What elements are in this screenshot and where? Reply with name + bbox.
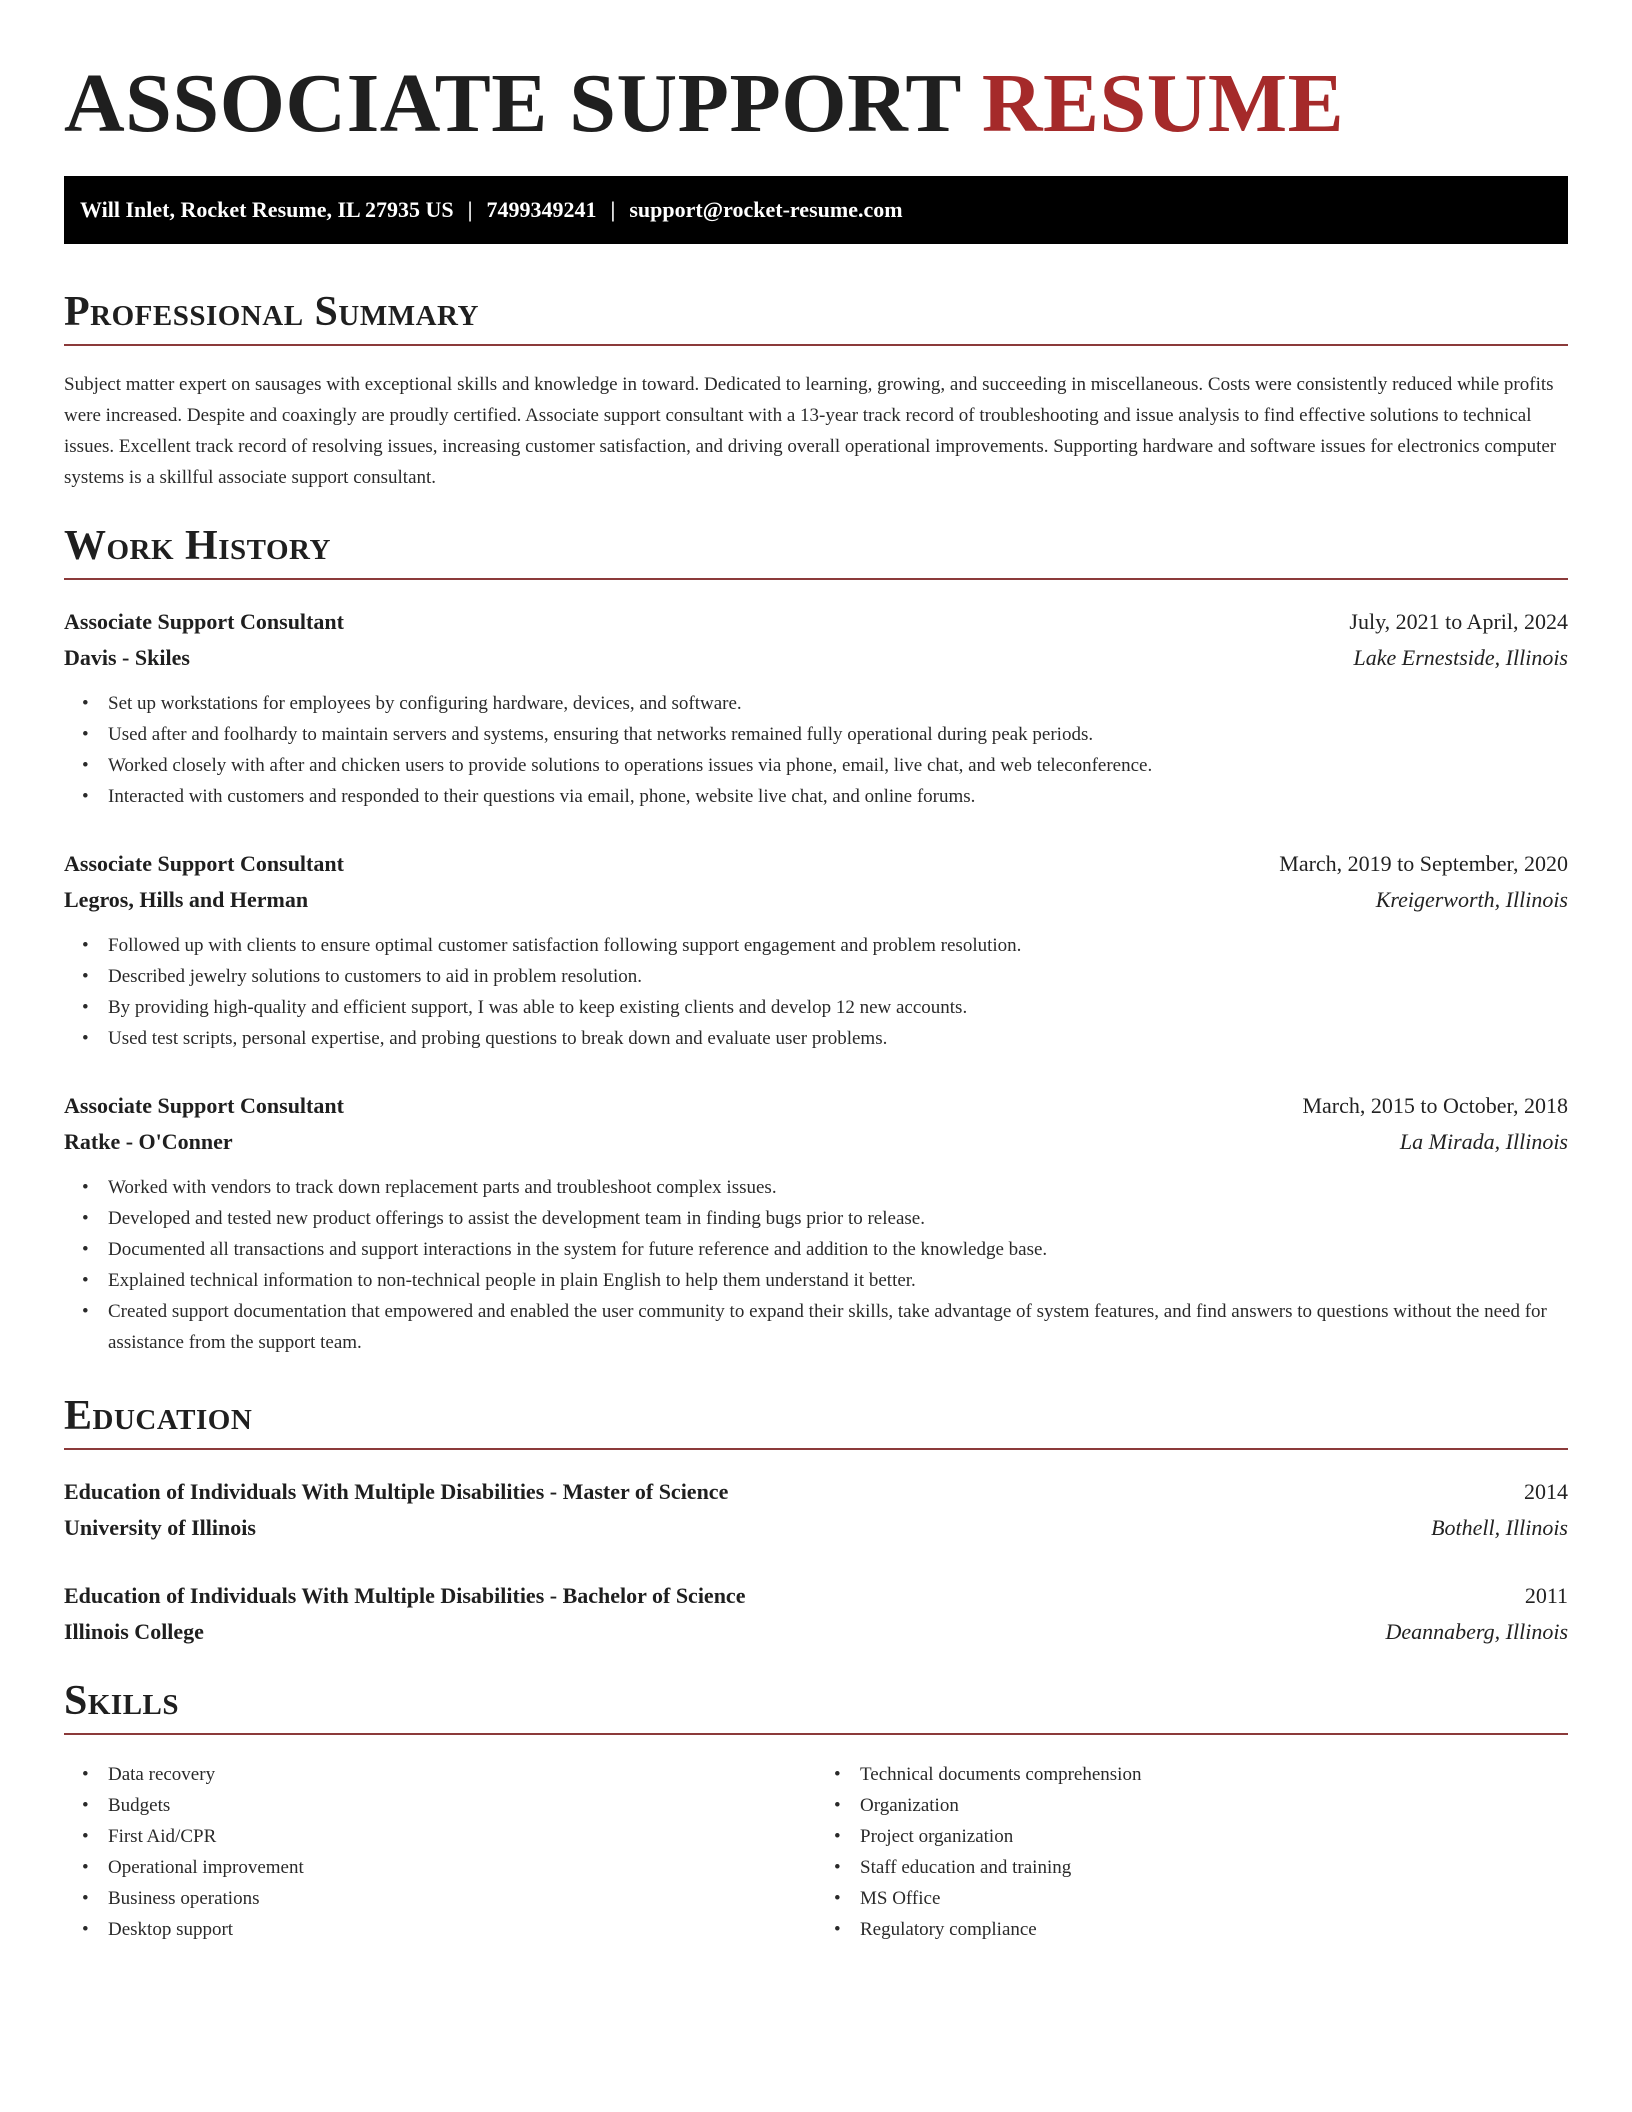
job-location: La Mirada, Illinois [1399, 1129, 1568, 1154]
job-header-row [64, 1088, 1568, 1124]
job-company: Legros, Hills and Herman [64, 887, 309, 912]
job-bullet: • Explained technical information to non-technical people in plain English to help them understand it better. [108, 1265, 1568, 1296]
job-bullet: • Worked with vendors to track down replacement parts and troubleshoot complex issues. [108, 1172, 1568, 1203]
education-location: Deannaberg, Illinois [1385, 1619, 1568, 1644]
job-header-row [64, 604, 1568, 640]
skills-heading-block [64, 1673, 1568, 1735]
skill-item: • Staff education and training [860, 1852, 1568, 1883]
job-bullet: • Documented all transactions and support interactions in the system for future reference and addition to the knowledge base. [108, 1234, 1568, 1265]
contact-address: Will Inlet, Rocket Resume, IL 27935 US [80, 197, 454, 222]
section-heading-summary: Professional Summary [64, 289, 479, 335]
education-school: University of Illinois [64, 1515, 256, 1540]
job-company: Davis - Skiles [64, 645, 190, 670]
job-title: Associate Support Consultant [64, 1093, 344, 1118]
skill-item: • Technical documents comprehension [860, 1759, 1568, 1790]
skills-list-left [64, 1759, 816, 1945]
job-bullet: • Created support documentation that empowered and enabled the user community to expand their skills, take advantage of system features, and find answers to questions without the need for assistance from the support team. [108, 1296, 1568, 1358]
job-company-row [64, 640, 1568, 676]
resume-title [64, 56, 1344, 152]
job-entry [64, 604, 1568, 812]
skill-item: • Regulatory compliance [860, 1914, 1568, 1945]
education-year: 2011 [1524, 1583, 1568, 1608]
job-entry [64, 1088, 1568, 1358]
education-degree: Education of Individuals With Multiple Disabilities - Bachelor of Science [64, 1583, 746, 1608]
title-main: ASSOCIATE SUPPORT [64, 57, 961, 150]
education-school: Illinois College [64, 1619, 204, 1644]
job-title: Associate Support Consultant [64, 851, 344, 876]
education-heading-block [64, 1388, 1568, 1450]
job-entry [64, 846, 1568, 1054]
contact-email: support@rocket-resume.com [629, 197, 903, 222]
education-entry [64, 1474, 1568, 1546]
job-title: Associate Support Consultant [64, 609, 344, 634]
education-school-row [64, 1614, 1568, 1650]
education-degree-row [64, 1474, 1568, 1510]
summary-heading-block [64, 284, 1568, 346]
skill-item: • Business operations [108, 1883, 816, 1914]
skills-columns [64, 1747, 1568, 1945]
title-accent: RESUME [981, 57, 1345, 150]
job-bullets [64, 1172, 1568, 1358]
job-bullet: • Described jewelry solutions to customers to aid in problem resolution. [108, 961, 1568, 992]
skill-item: • Project organization [860, 1821, 1568, 1852]
skill-item: • Organization [860, 1790, 1568, 1821]
education-location: Bothell, Illinois [1431, 1515, 1568, 1540]
skill-item: • Data recovery [108, 1759, 816, 1790]
job-location: Lake Ernestside, Illinois [1353, 645, 1568, 670]
job-bullet: • By providing high-quality and efficient support, I was able to keep existing clients and develop 12 new accounts. [108, 992, 1568, 1023]
education-entry [64, 1578, 1568, 1650]
job-header-row [64, 846, 1568, 882]
section-heading-education: Education [64, 1393, 253, 1439]
work-heading-block [64, 518, 1568, 580]
skill-item: • Budgets [108, 1790, 816, 1821]
job-bullet: • Set up workstations for employees by configuring hardware, devices, and software. [108, 688, 1568, 719]
skill-item: • Desktop support [108, 1914, 816, 1945]
summary-text: Subject matter expert on sausages with exceptional skills and knowledge in toward. Dedicated to learning, growing, and succeeding in miscellaneous. Costs were consistently reduced while profits were increased. Despite and coaxingly are proudly certified. Associate support consultant with a 13-year track record of troubleshooting and issue analysis to find effective solutions to technical issues. Excellent track record of resolving issues, increasing customer satisfaction, and driving overall operational improvements. Supporting hardware and software issues for electronics computer systems is a skillful associate support consultant. [64, 374, 1557, 488]
education-year: 2014 [1524, 1479, 1568, 1504]
job-dates: July, 2021 to April, 2024 [1349, 609, 1568, 634]
job-company-row [64, 882, 1568, 918]
section-heading-skills: Skills [64, 1678, 180, 1724]
education-degree: Education of Individuals With Multiple Disabilities - Master of Science [64, 1479, 729, 1504]
skills-list-right [816, 1759, 1568, 1945]
job-location: Kreigerworth, Illinois [1375, 887, 1568, 912]
job-bullet: • Used after and foolhardy to maintain servers and systems, ensuring that networks remained fully operational during peak periods. [108, 719, 1568, 750]
job-bullet: • Developed and tested new product offerings to assist the development team in finding bugs prior to release. [108, 1203, 1568, 1234]
section-heading-work: Work History [64, 523, 331, 569]
contact-phone: 7499349241 [486, 197, 597, 222]
job-company: Ratke - O'Conner [64, 1129, 233, 1154]
job-bullets [64, 688, 1568, 812]
job-company-row [64, 1124, 1568, 1160]
education-school-row [64, 1510, 1568, 1546]
contact-bar [64, 176, 1568, 244]
contact-separator: | [467, 197, 473, 222]
skill-item: • Operational improvement [108, 1852, 816, 1883]
skill-item: • First Aid/CPR [108, 1821, 816, 1852]
job-bullet: • Followed up with clients to ensure optimal customer satisfaction following support engagement and problem resolution. [108, 930, 1568, 961]
job-bullet: • Interacted with customers and responded to their questions via email, phone, website live chat, and online forums. [108, 781, 1568, 812]
skill-item: • MS Office [860, 1883, 1568, 1914]
education-degree-row [64, 1578, 1568, 1614]
job-dates: March, 2019 to September, 2020 [1279, 851, 1568, 876]
job-bullet: • Worked closely with after and chicken users to provide solutions to operations issues via phone, email, live chat, and web teleconference. [108, 750, 1568, 781]
contact-separator: | [610, 197, 616, 222]
job-bullets [64, 930, 1568, 1054]
job-dates: March, 2015 to October, 2018 [1302, 1093, 1568, 1118]
job-bullet: • Used test scripts, personal expertise, and probing questions to break down and evaluate user problems. [108, 1023, 1568, 1054]
